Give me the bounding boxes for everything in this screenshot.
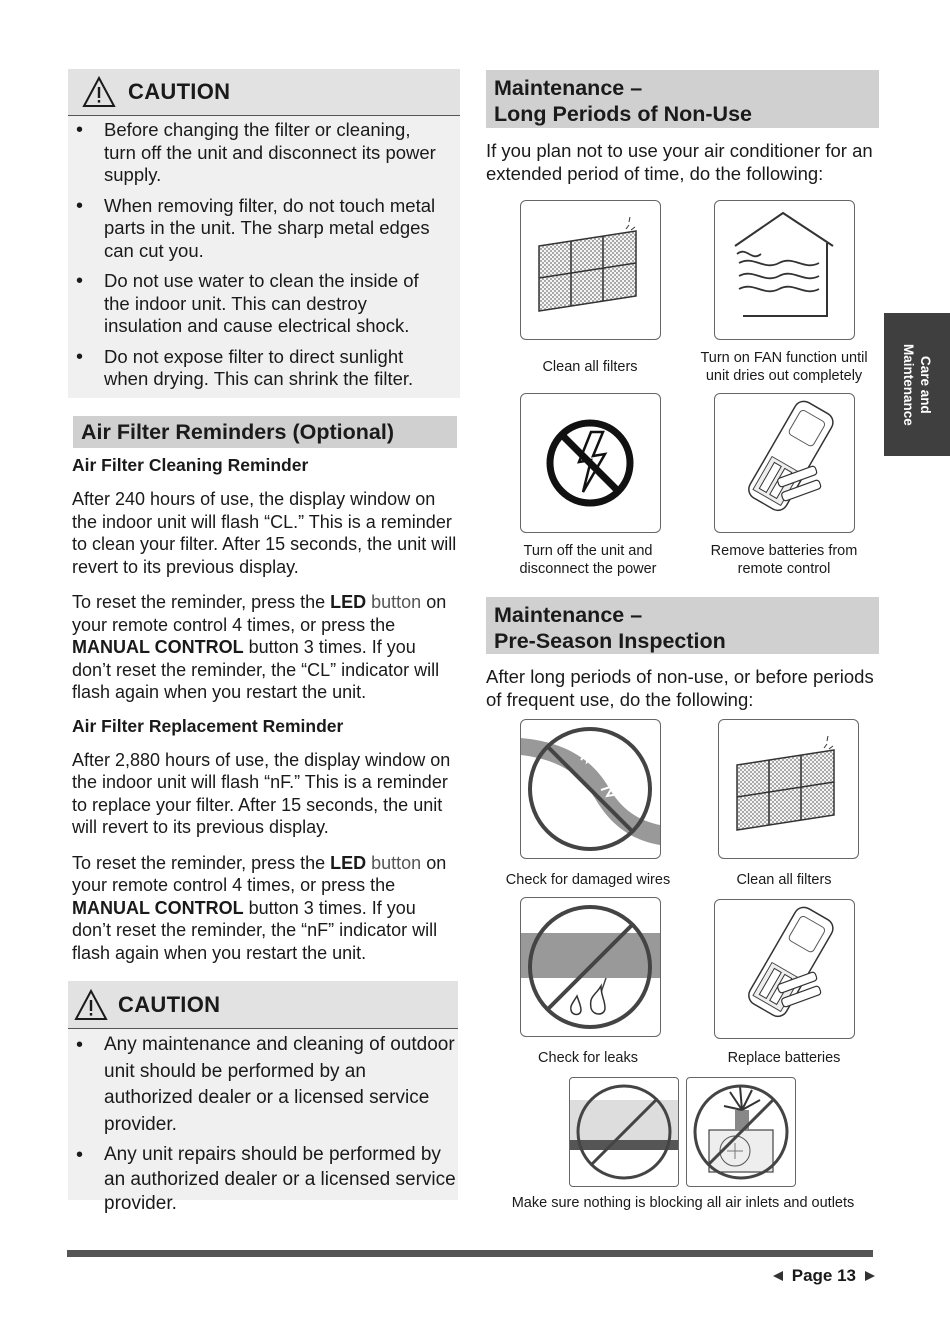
list-item: • Any maintenance and cleaning of outdoor unit should be performed by an authorized dealer or a licensed service provider. [68, 1032, 456, 1138]
replacement-reminder-paragraph: After 2,880 hours of use, the display window on the indoor unit will flash “nF.” This is a reminder to replace your filter. After 15 seconds, the unit will revert to its previous display. [72, 749, 451, 837]
caption: Turn on FAN function until unit dries out completely [700, 350, 868, 384]
section-title-line: Pre-Season Inspection [494, 629, 726, 653]
illustration-clean-filters [520, 200, 661, 340]
pre-season-intro: After long periods of non-use, or before periods of frequent use, do the following: [486, 666, 874, 710]
reminders-body [72, 455, 458, 964]
caption: Remove batteries from remote control [710, 543, 858, 577]
indoor-unit-icon [570, 1078, 678, 1186]
illustration-fan-dry [714, 200, 855, 340]
cleaning-reset-paragraph [72, 591, 458, 704]
arrow-left-icon [772, 1270, 784, 1282]
caution-list [68, 1032, 456, 1217]
illustration-check-leaks [520, 897, 661, 1037]
text: button 3 times. If you don’t reset the reminder, the “nF” indicator will flash again when you restart the unit. [72, 897, 438, 963]
section-title-line: Maintenance – [494, 603, 643, 627]
caption: Replace batteries [727, 1050, 841, 1066]
replacement-reset-paragraph [72, 852, 458, 965]
list-item: • When removing filter, do not touch metal parts in the unit. The sharp metal edges can cut you. [68, 195, 438, 263]
section-title-line: Long Periods of Non-Use [494, 102, 752, 126]
illustration-outdoor-unit [686, 1077, 796, 1187]
caption: Check for damaged wires [505, 872, 671, 888]
illustration-power-off [520, 393, 661, 533]
caption: Clean all filters [736, 872, 832, 888]
damaged-wire-icon [521, 720, 660, 858]
page-label: Page 13 [791, 1266, 856, 1285]
caption: Clean all filters [542, 359, 638, 375]
warning-triangle-icon [82, 76, 116, 108]
manual-control-label: MANUAL CONTROL [72, 897, 244, 918]
list-item: • Before changing the filter or cleaning, turn off the unit and disconnect its power supply. [68, 119, 438, 187]
section-heading-air-filter-reminders [73, 416, 457, 448]
replacement-reminder-title: Air Filter Replacement Reminder [72, 715, 344, 736]
page-number [730, 1264, 876, 1288]
footer-rule [67, 1250, 873, 1257]
led-label: LED [330, 852, 367, 873]
illustration-replace-batteries [714, 899, 855, 1039]
text: on your remote control 4 times, or press the [72, 592, 447, 635]
caption: Turn off the unit and disconnect the power [519, 543, 657, 577]
text: on your remote control 4 times, or press the [72, 852, 447, 895]
side-tab-care-maintenance [884, 313, 950, 456]
led-label: LED [330, 592, 367, 612]
section-heading-pre-season [486, 597, 879, 654]
no-power-icon [521, 394, 660, 532]
illustration-indoor-vent [569, 1077, 679, 1187]
arrow-right-icon [864, 1270, 876, 1282]
section-title-line: Maintenance – [494, 76, 643, 100]
section-heading-long-periods [486, 70, 879, 128]
caution-box-1 [68, 69, 460, 398]
text: button [366, 592, 422, 612]
cleaning-reminder-title: Air Filter Cleaning Reminder [72, 455, 309, 475]
caption: Make sure nothing is blocking all air inlets and outlets [511, 1195, 855, 1211]
caution-title: CAUTION [128, 79, 231, 104]
caption: Check for leaks [538, 1050, 638, 1066]
remote-control-icon [715, 394, 854, 532]
warning-triangle-icon [74, 989, 108, 1021]
remote-control-icon [715, 900, 854, 1038]
list-item: • Do not use water to clean the inside of the indoor unit. This can destroy insulation and cause electrical shock. [68, 270, 438, 338]
illustration-remote-batteries [714, 393, 855, 533]
list-item: • Any unit repairs should be performed by an authorized dealer or a licensed service provider. [68, 1143, 456, 1217]
leak-icon [521, 898, 660, 1036]
text: To reset the reminder, press the [72, 592, 331, 612]
filter-icon [719, 720, 858, 858]
caution-header [68, 981, 458, 1029]
caution-header [68, 69, 460, 116]
illustration-clean-filters-2 [718, 719, 859, 859]
side-tab-label: Care and [918, 355, 933, 414]
caution-list [68, 119, 438, 391]
text: button 3 times. If you don’t reset the reminder, the “CL” indicator will flash again when you restart the unit. [72, 637, 440, 702]
text: button [366, 852, 422, 873]
side-tab-label: Maintenance [901, 343, 916, 426]
long-periods-intro: If you plan not to use your air conditioner for an extended period of time, do the following: [486, 140, 873, 184]
manual-control-label: MANUAL CONTROL [72, 637, 244, 657]
filter-icon [521, 201, 660, 339]
outdoor-unit-plant-icon [687, 1078, 795, 1186]
house-fan-icon [715, 201, 854, 339]
caution-title: CAUTION [118, 991, 221, 1017]
illustration-damaged-wires [520, 719, 661, 859]
list-item: • Do not expose filter to direct sunlight when drying. This can shrink the filter. [68, 346, 438, 391]
caution-box-2 [68, 981, 458, 1214]
section-title: Air Filter Reminders (Optional) [81, 420, 394, 444]
cleaning-reminder-paragraph: After 240 hours of use, the display window on the indoor unit will flash “CL.” This is a reminder to clean your filter. After 15 seconds, the unit will revert to its previous display. [72, 489, 457, 577]
text: To reset the reminder, press the [72, 852, 331, 873]
